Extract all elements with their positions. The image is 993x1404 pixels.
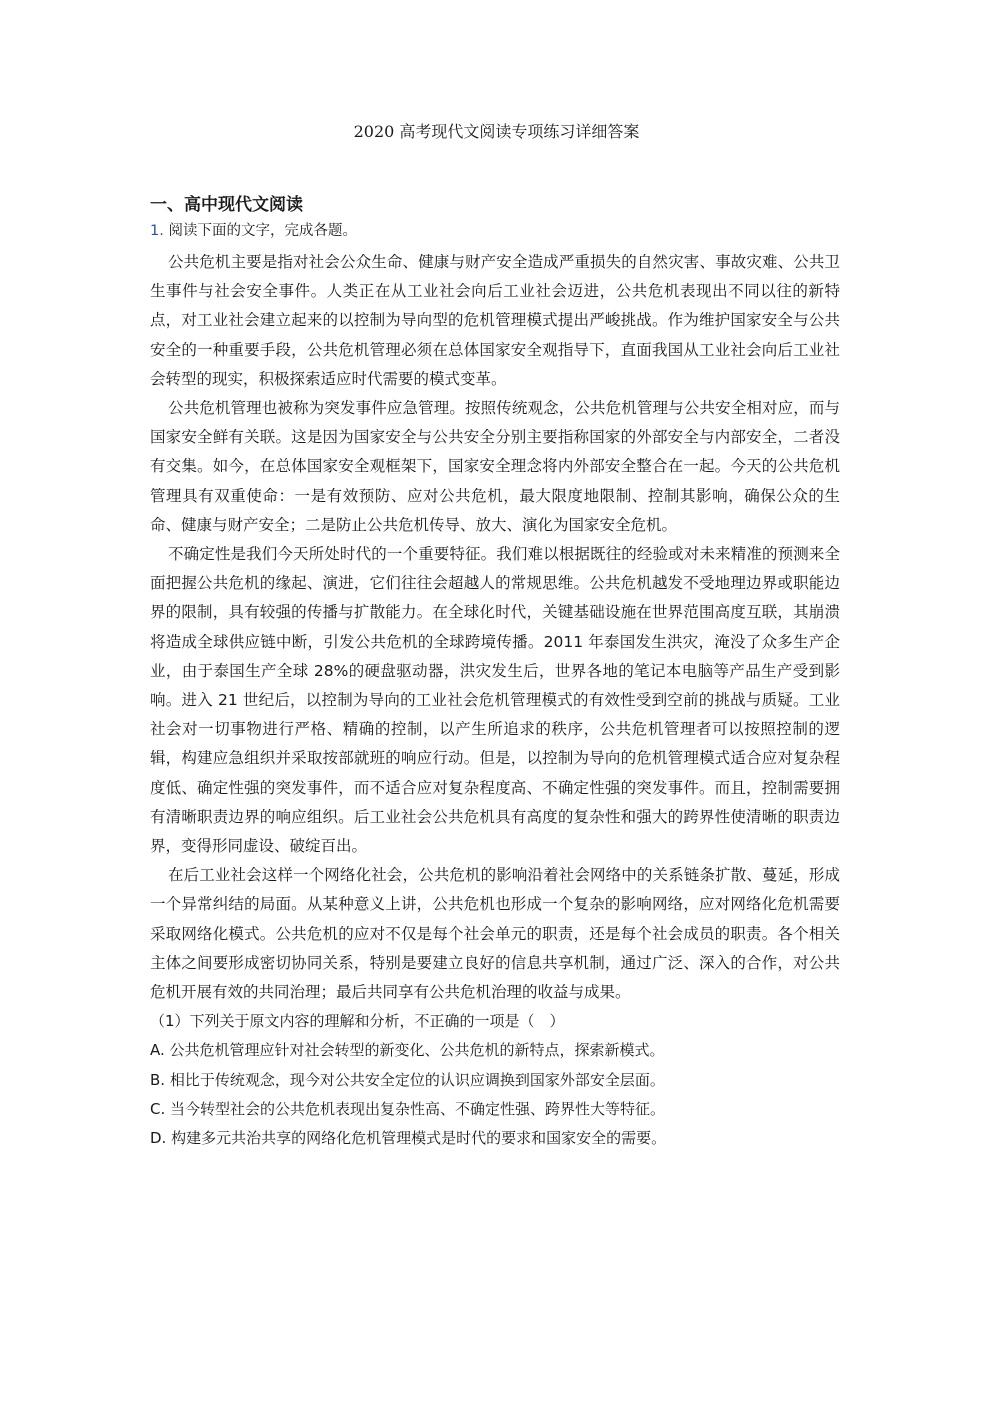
question-prompt [150, 218, 840, 244]
answer-options [150, 1036, 840, 1153]
option-c: C. 当今转型社会的公共危机表现出复杂性高、不确定性强、跨界性大等特征。 [150, 1099, 666, 1118]
passage-paragraph-1: 公共危机主要是指对社会公众生命、健康与财产安全造成严重损失的自然灾害、事故灾难、公共卫生事件与社会安全事件。人类正在从工业社会向后工业社会迈进，公共危机表现出不同以往的新特点，对工业社会建立起来的以控制为导向型的危机管理模式提出严峻挑战。作为维护国家安全与公共安全的一种重要手段，公共危机管理必须在总体国家安全观指导下，直面我国从工业社会向后工业社会转型的现实，积极探索适应时代需要的模式变革。 [150, 253, 840, 388]
document-title: 2020 高考现代文阅读专项练习详细答案 [353, 122, 640, 141]
document-body [150, 192, 840, 1153]
passage-paragraph-3: 不确定性是我们今天所处时代的一个重要特征。我们难以根据既往的经验或对未来精准的预测来全面把握公共危机的缘起、演进，它们往往会超越人的常规思维。公共危机越发不受地理边界或职能边界的限制，具有较强的传播与扩散能力。在全球化时代，关键基础设施在世界范围高度互联，其崩溃将造成全球供应链中断，引发公共危机的全球跨境传播。2011 年泰国发生洪灾，淹没了众多生产企业，由于泰国生产全球 28%的硬盘驱动器，洪灾发生后，世界各地的笔记本电脑等产品生产受到影响。进入 21 世纪后，以控制为导向的工业社会危机管理模式的有效性受到空前的挑战与质疑。工业社会对一切事物进行严格、精确的控制，以产生所追求的秩序，公共危机管理者可以按照控制的逻辑，构建应急组织并采取按部就班的响应行动。但是，以控制为导向的危机管理模式适合应对复杂程度低、确定性强的突发事件，而不适合应对复杂程度高、不确定性强的突发事件。而且，控制需要拥有清晰职责边界的响应组织。后工业社会公共危机具有高度的复杂性和强大的跨界性使清晰的职责边界，变得形同虚设、破绽百出。 [150, 545, 840, 856]
question-instruction: 阅读下面的文字，完成各题。 [168, 223, 357, 239]
question-number: 1. [150, 223, 164, 239]
passage-paragraph-2: 公共危机管理也被称为突发事件应急管理。按照传统观念，公共危机管理与公共安全相对应，而与国家安全鲜有关联。这是因为国家安全与公共安全分别主要指称国家的外部安全与内部安全，二者没有交集。如今，在总体国家安全观框架下，国家安全理念将内外部安全整合在一起。今天的公共危机管理具有双重使命：一是有效预防、应对公共危机，最大限度地限制、控制其影响，确保公众的生命、健康与财产安全；二是防止公共危机传导、放大、演化为国家安全危机。 [150, 399, 840, 534]
option-d: D. 构建多元共治共享的网络化危机管理模式是时代的要求和国家安全的需要。 [150, 1129, 667, 1148]
option-a: A. 公共危机管理应针对社会转型的新变化、公共危机的新特点，探索新模式。 [150, 1041, 665, 1060]
section-heading: 一、高中现代文阅读 [150, 195, 303, 215]
sub-question-1: （1）下列关于原文内容的理解和分析，不正确的一项是（ ） [150, 1012, 565, 1031]
passage-paragraph-4: 在后工业社会这样一个网络化社会，公共危机的影响沿着社会网络中的关系链条扩散、蔓延，形成一个异常纠结的局面。从某种意义上讲，公共危机也形成一个复杂的影响网络，应对网络化危机需要采取网络化模式。公共危机的应对不仅是每个社会单元的职责，还是每个社会成员的职责。各个相关主体之间要形成密切协同关系，特别是要建立良好的信息共享机制，通过广泛、深入的合作，对公共危机开展有效的共同治理；最后共同享有公共危机治理的收益与成果。 [150, 866, 840, 1002]
option-b: B. 相比于传统观念，现今对公共安全定位的认识应调换到国家外部安全层面。 [150, 1070, 665, 1089]
